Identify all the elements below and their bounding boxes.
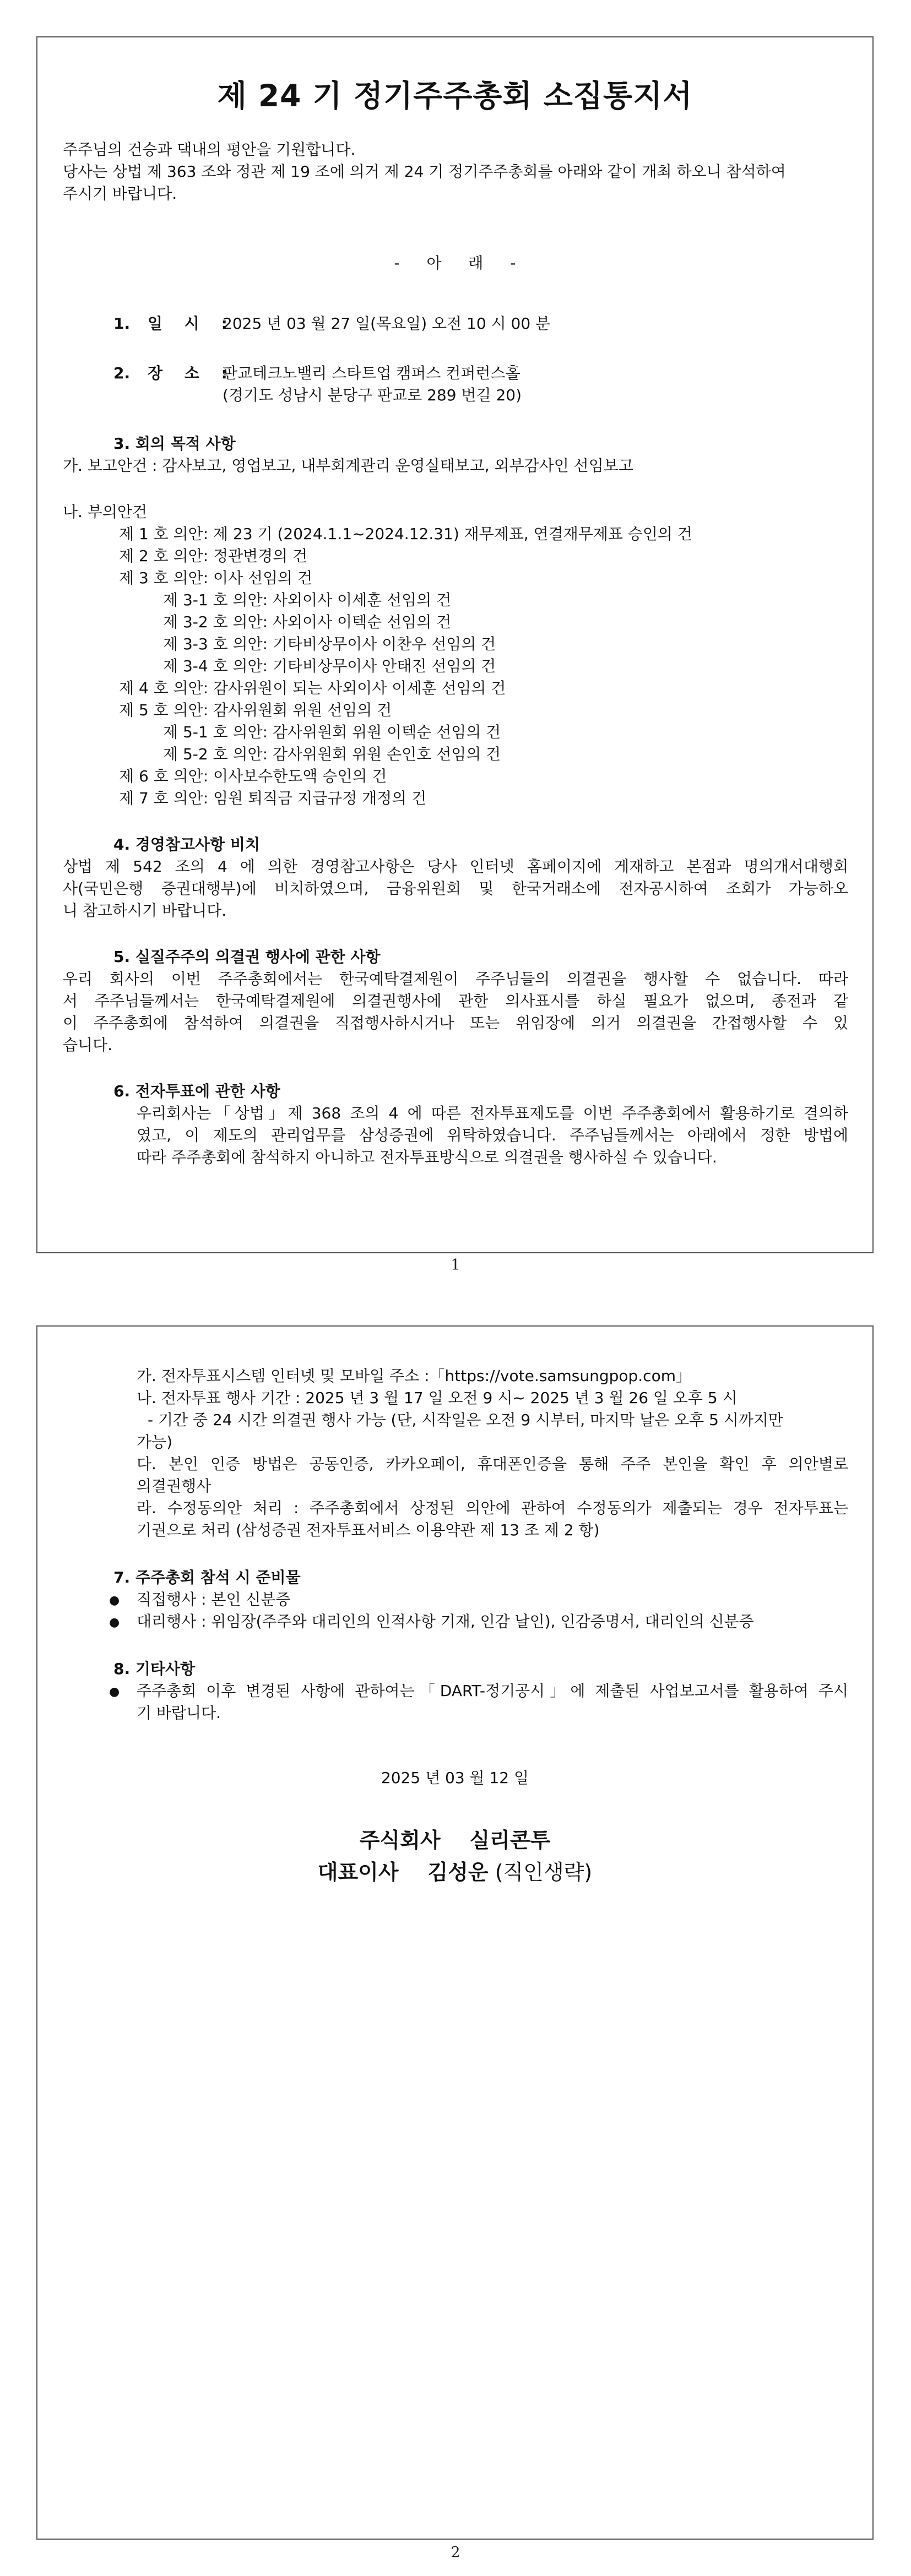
intro-line-2: 주시기 바랍니다. (63, 184, 177, 203)
agenda-item: 제 3 호 의안: 이사 선임의 건 (119, 569, 313, 587)
item1-number: 1. (113, 314, 131, 333)
evote-amendment: 라. 수정동의안 처리 : 주주총회에서 상정된 의안에 관하여 수정동의가 제출되는 경우 전자투표는 (137, 1499, 848, 1517)
item7-heading: 7. 주주총회 참석 시 준비물 (113, 1568, 301, 1586)
evote-amendment-cont: 기권으로 처리 (삼성증권 전자투표서비스 이용약관 제 13 조 제 2 항) (137, 1521, 600, 1539)
agenda-item: 제 4 호 의안: 감사위원이 되는 사외이사 이세훈 선임의 건 (119, 679, 506, 697)
agenda-subitem: 제 5-2 호 의안: 감사위원회 위원 손인호 선임의 건 (163, 745, 501, 763)
seal-omitted: (직인생략) (495, 1860, 593, 1884)
agenda-item: 제 6 호 의안: 이사보수한도액 승인의 건 (119, 767, 387, 785)
agenda-subitem: 제 3-4 호 의안: 기타비상무이사 안태진 선임의 건 (163, 657, 496, 675)
evote-period: 나. 전자투표 행사 기간 : 2025 년 3 월 17 일 오전 9 시~ 2025 년 3 월 26 일 오후 5 시 (137, 1389, 738, 1407)
bullet-icon: ● (109, 1594, 120, 1607)
item2-address: (경기도 성남시 분당구 판교로 289 번길 20) (223, 386, 522, 404)
item6-text-line: 였고, 이 제도의 관리업무를 삼성증권에 위탁하였습니다. 주주님들께서는 아래에서 정한 방법에 (137, 1126, 848, 1144)
item1-label: 일 시 : (148, 314, 227, 333)
item5-text-line: 이 주주총회에 참석하여 의결권을 직접행사하시거나 또는 위임장에 의거 의결권을 간접행사할 수 있 (63, 1014, 848, 1032)
item6-text-line: 따라 주주총회에 참석하지 아니하고 전자투표방식으로 의결권을 행사하실 수 있습니다. (137, 1148, 717, 1166)
ceo-name: 대표이사 김성운 (317, 1860, 489, 1884)
notice-date: 2025 년 03 월 12 일 (381, 1769, 529, 1787)
item8-bullet: 주주총회 이후 변경된 사항에 관하여는「DART-정기공시」에 제출된 사업보고서를 활용하여 주시 (137, 1682, 848, 1700)
item2-value: 판교테크노밸리 스타트업 캠퍼스 컨퍼런스홀 (223, 364, 520, 382)
item5-text-line: 서 주주님들께서는 한국예탁결제원에 의결권행사에 관한 의사표시를 하실 필요가 없으며, 종전과 같 (63, 992, 848, 1010)
report-agenda: 가. 보고안건 : 감사보고, 영업보고, 내부회계관리 운영실태보고, 외부감사인 선임보고 (63, 456, 633, 475)
page-number: 2 (451, 2544, 460, 2561)
greeting: 주주님의 건승과 댁내의 평안을 기원합니다. (63, 140, 356, 159)
item4-text-line: 상법 제 542 조의 4 에 의한 경영참고사항은 당사 인터넷 홈페이지에 게재하고 본점과 명의개서대행회 (63, 857, 848, 876)
representative (37, 1858, 872, 1886)
page-title: 제 24 기 정기주주총회 소집통지서 (217, 78, 693, 113)
document-page-2 (36, 1325, 874, 2540)
item5-heading: 5. 실질주주의 의결권 행사에 관한 사항 (113, 948, 381, 966)
item4-text-line: 사(국민은행 증권대행부)에 비치하였으며, 금융위원회 및 한국거래소에 전자공시하여 조회가 가능하오 (63, 879, 848, 898)
company-name: 주식회사 실리콘투 (359, 1828, 551, 1852)
agenda-subitem: 제 5-1 호 의안: 감사위원회 위원 이텍순 선임의 건 (163, 723, 501, 741)
bullet-icon: ● (109, 1685, 120, 1699)
agenda-item: 제 5 호 의안: 감사위원회 위원 선임의 건 (119, 701, 392, 719)
item6-text-line: 우리회사는「상법」제 368 조의 4 에 따른 전자투표제도를 이번 주주총회에서 활용하기로 결의하 (137, 1104, 848, 1122)
item5-text-line: 습니다. (63, 1036, 113, 1054)
evote-auth: 다. 본인 인증 방법은 공동인증, 카카오페이, 휴대폰인증을 통해 주주 본인을 확인 후 의안별로 (137, 1455, 848, 1473)
evote-address: 가. 전자투표시스템 인터넷 및 모바일 주소 :「https://vote.samsungpop.com」 (137, 1367, 691, 1385)
item2-label: 장 소 : (148, 364, 227, 382)
agenda-subitem: 제 3-3 호 의안: 기타비상무이사 이찬우 선임의 건 (163, 635, 496, 653)
agenda-subitem: 제 3-1 호 의안: 사외이사 이세훈 선임의 건 (163, 591, 452, 609)
item2-number: 2. (113, 364, 131, 382)
evote-period-note-cont: 가능) (137, 1433, 173, 1451)
evote-period-note: - 기간 중 24 시간 의결권 행사 가능 (단, 시작일은 오전 9 시부터, 마지막 날은 오후 5 시까지만 (148, 1411, 783, 1429)
item3-heading: 3. 회의 목적 사항 (113, 434, 236, 453)
bullet-icon: ● (109, 1616, 120, 1629)
evote-auth-cont: 의결권행사 (137, 1477, 212, 1495)
agenda-item: 제 2 호 의안: 정관변경의 건 (119, 547, 308, 565)
document-page-1 (36, 36, 874, 1253)
item1-value: 2025 년 03 월 27 일(목요일) 오전 10 시 00 분 (223, 314, 551, 333)
item5-text-line: 우리 회사의 이번 주주총회에서는 한국예탁결제원이 주주님들의 의결권을 행사할 수 없습니다. 따라 (63, 970, 848, 988)
agenda-item: 제 7 호 의안: 임원 퇴직금 지급규정 개정의 건 (119, 789, 427, 807)
item4-text-line: 니 참고하시기 바랍니다. (63, 901, 227, 920)
item8-heading: 8. 기타사항 (113, 1660, 196, 1678)
page-number: 1 (451, 1257, 460, 1274)
resolution-heading: 나. 부의안건 (63, 503, 148, 521)
item4-heading: 4. 경영참고사항 비치 (113, 835, 261, 854)
item8-bullet-cont: 기 바랍니다. (137, 1704, 221, 1722)
item7-bullet: 직접행사 : 본인 신분증 (137, 1590, 291, 1608)
item6-heading: 6. 전자투표에 관한 사항 (113, 1082, 280, 1100)
agenda-item: 제 1 호 의안: 제 23 기 (2024.1.1~2024.12.31) 재무제표, 연결재무제표 승인의 건 (119, 525, 692, 543)
below-heading: - 아 래 - (394, 254, 516, 272)
intro-line-1: 당사는 상법 제 363 조와 정관 제 19 조에 의거 제 24 기 정기주주총회를 아래와 같이 개최 하오니 참석하여 (63, 162, 786, 181)
agenda-subitem: 제 3-2 호 의안: 사외이사 이텍순 선임의 건 (163, 613, 452, 631)
item7-bullet: 대리행사 : 위임장(주주와 대리인의 인적사항 기재, 인감 날인), 인감증명서, 대리인의 신분증 (137, 1612, 754, 1631)
